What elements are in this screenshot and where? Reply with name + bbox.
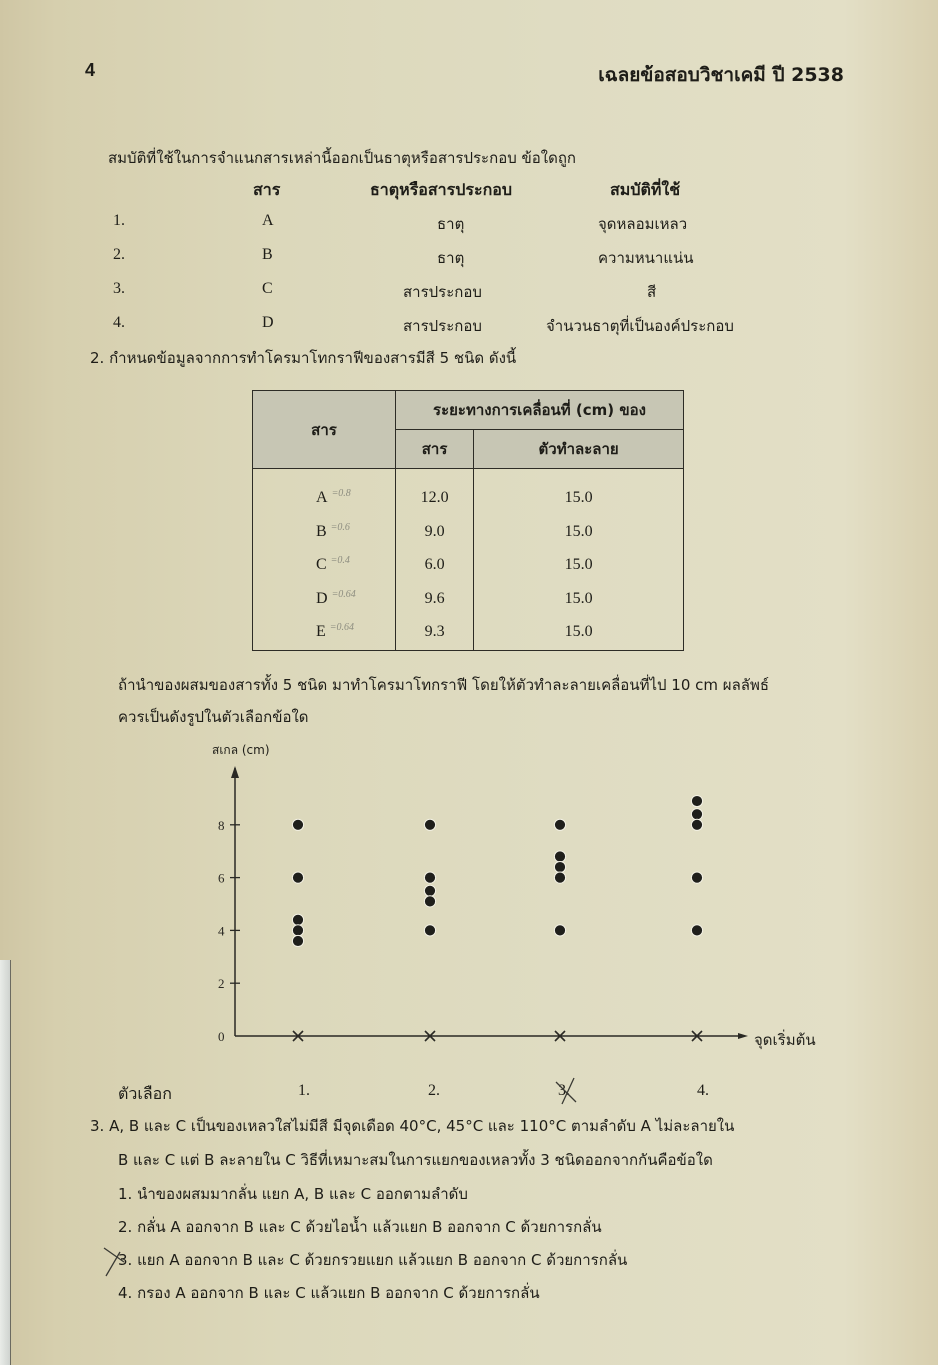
svg-text:2: 2 — [218, 976, 225, 992]
pencil-cross-mark-icon — [100, 1244, 130, 1280]
table-cell: 15.0 — [564, 489, 593, 506]
q1-col-substance: สาร — [253, 180, 281, 199]
table-row-name: D $^{=0.64}$ — [316, 588, 356, 607]
table-cell: 6.0 — [424, 556, 445, 573]
q3-line2: B และ C แต่ B ละลายใน C วิธีที่เหมาะสมในการแยกของเหลวทั้ง 3 ชนิดออกจากกันคือข้อใด — [118, 1151, 713, 1169]
table-cell: 15.0 — [564, 522, 593, 540]
q3-option-4[interactable]: 4. กรอง A ออกจาก B และ C แล้วแยก B ออกจาก C ด้วยการกลั่น — [118, 1284, 540, 1302]
q1-option-row — [0, 314, 938, 338]
chart-plot — [190, 738, 870, 1068]
pencil-note: =0.8 — [331, 488, 351, 499]
q3-option-3[interactable]: 3. แยก A ออกจาก B และ C ด้วยกรวยแยก แล้วแยก B ออกจาก C ด้วยการกลั่น — [118, 1251, 628, 1269]
pencil-note: =0.64 — [331, 588, 356, 600]
table-col-names — [253, 469, 396, 651]
chromatogram-chart — [190, 738, 870, 1068]
table-col-substance-distance — [396, 469, 474, 651]
table-cell: 9.0 — [424, 522, 445, 540]
q1-option-property: ความหนาแน่น — [598, 249, 694, 267]
chart-option-3[interactable]: 3. — [558, 1082, 570, 1099]
chart-x-label: จุดเริ่มต้น — [754, 1031, 816, 1049]
q1-option-num: 2. — [113, 246, 125, 263]
table-cell: 15.0 — [564, 556, 593, 573]
chart-y-label: สเกล (cm) — [212, 743, 270, 757]
table-cell: 15.0 — [564, 623, 593, 640]
table-header-distance: ระยะทางการเคลื่อนที่ (cm) ของ — [396, 391, 684, 430]
svg-text:8: 8 — [218, 817, 225, 833]
q2-followup-line2: ควรเป็นดังรูปในตัวเลือกข้อใด — [118, 708, 309, 726]
chromatography-table — [252, 390, 684, 651]
q1-option-property: สี — [647, 283, 657, 301]
q1-option-substance: D — [262, 314, 274, 331]
q3-option-1[interactable]: 1. นำของผสมมากลั่น แยก A, B และ C ออกตามลำดับ — [118, 1185, 468, 1203]
chart-option-2[interactable]: 2. — [428, 1082, 440, 1099]
pencil-cross-mark-icon — [552, 1076, 582, 1106]
chart-option-1[interactable]: 1. — [298, 1082, 310, 1099]
option-label: ตัวเลือก — [118, 1084, 172, 1103]
table-row-name: A $^{=0.8}$ — [316, 488, 351, 506]
q2-followup-line1: ถ้านำของผสมของสารทั้ง 5 ชนิด มาทำโครมาโทกราฟี โดยให้ตัวทำละลายเคลื่อนที่ไป 10 cm ผลลัพธ์ — [118, 676, 769, 694]
q1-option-row — [0, 246, 938, 270]
table-subheader-substance: สาร — [396, 430, 474, 469]
table-row-name: E $^{=0.64}$ — [316, 622, 355, 640]
q1-option-type: สารประกอบ — [403, 317, 482, 335]
q1-option-num: 3. — [113, 280, 125, 297]
q1-option-substance: A — [262, 212, 274, 229]
q1-option-row — [0, 212, 938, 236]
pencil-note: =0.64 — [329, 622, 355, 633]
q1-option-property: จุดหลอมเหลว — [598, 215, 688, 233]
page-number: 4 — [85, 60, 96, 80]
table-row-name: C $^{=0.4}$ — [316, 555, 350, 573]
q1-option-num: 4. — [113, 314, 125, 331]
q3-option-2[interactable]: 2. กลั่น A ออกจาก B และ C ด้วยไอน้ำ แล้วแยก B ออกจาก C ด้วยการกลั่น — [118, 1218, 602, 1236]
table-cell: 9.6 — [424, 589, 445, 607]
table-cell: 9.3 — [424, 623, 445, 640]
q2-prompt: 2. กำหนดข้อมูลจากการทำโครมาโทกราฟีของสารมีสี 5 ชนิด ดังนี้ — [90, 349, 517, 367]
page-header-title: เฉลยข้อสอบวิชาเคมี ปี 2538 — [598, 64, 844, 86]
page-edge — [0, 960, 11, 1365]
q1-col-type: ธาตุหรือสารประกอบ — [370, 180, 513, 199]
q1-col-property: สมบัติที่ใช้ — [610, 180, 681, 199]
pencil-note: =0.6 — [330, 521, 350, 533]
table-col-solvent-distance — [474, 469, 684, 651]
q1-option-num: 1. — [113, 212, 125, 229]
svg-text:4: 4 — [218, 923, 225, 939]
q1-option-type: ธาตุ — [437, 249, 465, 267]
chart-option-4[interactable]: 4. — [697, 1082, 709, 1099]
table-cell: 12.0 — [420, 489, 449, 506]
q1-option-substance: C — [262, 280, 273, 297]
table-header-substance: สาร — [253, 391, 396, 469]
q1-prompt: สมบัติที่ใช้ในการจำแนกสารเหล่านี้ออกเป็นธาตุหรือสารประกอบ ข้อใดถูก — [108, 149, 576, 167]
q1-option-property: จำนวนธาตุที่เป็นองค์ประกอบ — [546, 317, 734, 335]
q3-line1: 3. A, B และ C เป็นของเหลวใสไม่มีสี มีจุดเดือด 40°C, 45°C และ 110°C ตามลำดับ A ไม่ละลายใน — [90, 1117, 735, 1135]
svg-text:6: 6 — [218, 870, 225, 886]
svg-text:0: 0 — [218, 1029, 225, 1044]
table-cell: 15.0 — [564, 589, 593, 607]
pencil-note: =0.4 — [330, 555, 350, 566]
q1-option-type: ธาตุ — [437, 215, 465, 233]
q1-option-row — [0, 280, 938, 304]
q1-option-type: สารประกอบ — [403, 283, 482, 301]
q1-option-substance: B — [262, 246, 273, 263]
table-subheader-solvent: ตัวทำละลาย — [474, 430, 684, 469]
table-row-name: B $^{=0.6}$ — [316, 521, 350, 540]
